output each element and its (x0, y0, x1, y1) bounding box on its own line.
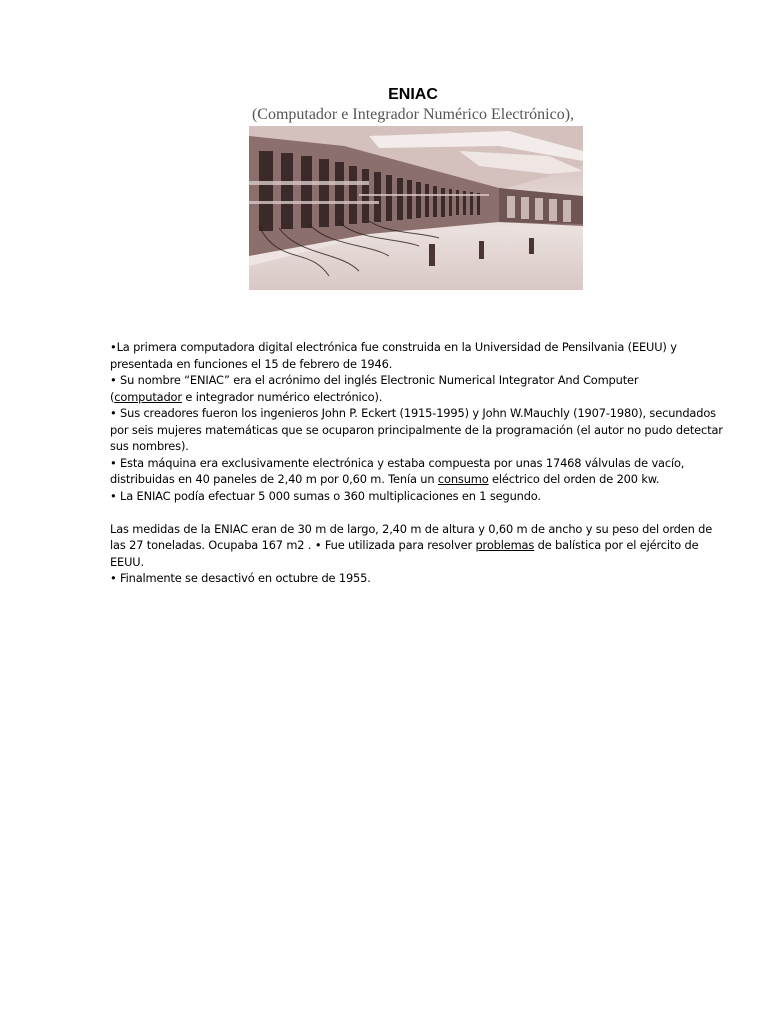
document-subtitle: (Computador e Integrador Numérico Electrónico), (251, 106, 575, 123)
components-text-a: • Esta máquina era exclusivamente electrónica y estaba compuesta por unas 17468 válvulas de vacío, distribuidas en 40 paneles de 2,40 m por 0,60 m. Tenía un (110, 455, 685, 486)
open-paren: ( (110, 389, 115, 404)
dimensions-text-b: de balística por el ejército de EEUU. (110, 538, 699, 569)
document-title: ENIAC (388, 86, 438, 103)
document-body (110, 339, 730, 587)
paragraph-dimensions (110, 521, 730, 571)
paragraph-creators: • Sus creadores fueron los ingenieros John P. Eckert (1915-1995) y John W.Mauchly (1907-1980), secundados por seis mujeres matemáticas que se ocuparon principalmente de la programación (el autor no pudo detectar sus nombres). (110, 406, 723, 453)
paragraph-operations: • La ENIAC podía efectuar 5 000 sumas o 360 multiplicaciones en 1 segundo. (110, 488, 541, 503)
link-consumo[interactable]: consumo (437, 472, 489, 486)
link-problemas[interactable]: problemas (475, 538, 535, 552)
eniac-photo-illustration (249, 126, 583, 290)
paragraph-name: • Su nombre “ENIAC” era el acrónimo del inglés Electronic Numerical Integrator And Computer (110, 373, 639, 387)
translation-rest: e integrador numérico electrónico). (181, 389, 383, 404)
paragraph-components (110, 455, 730, 488)
paragraph-name-translation (110, 389, 730, 406)
paragraph-spacer (110, 504, 730, 521)
paragraph-deactivation: • Finalmente se desactivó en octubre de 1955. (110, 571, 371, 585)
components-text-b: eléctrico del orden de 200 kw. (488, 472, 660, 486)
eniac-photo (249, 126, 583, 290)
link-computador[interactable]: computador (114, 389, 182, 404)
dimensions-text-a: Las medidas de la ENIAC eran de 30 m de largo, 2,40 m de altura y 0,60 m de ancho y su peso del orden de las 27 toneladas. Ocupaba 167 m2 . • Fue utilizada para resolver (110, 521, 713, 552)
paragraph-intro: •La primera computadora digital electrónica fue construida en la Universidad de Pensilvania (EEUU) y presentada en funciones el 15 de febrero de 1946. (110, 340, 677, 371)
